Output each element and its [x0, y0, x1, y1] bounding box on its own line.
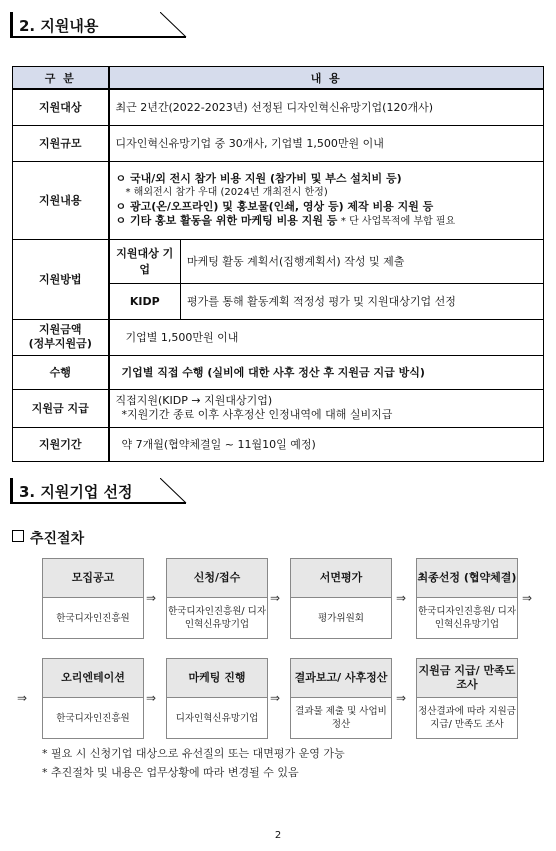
- content-line-2: * 해외전시 참가 우대 (2024년 개최전시 한정): [125, 186, 328, 198]
- step-title: 오리엔테이션: [43, 659, 143, 698]
- method-sub-company: 지원대상 기업: [109, 239, 181, 283]
- amount-label-1: 지원금액: [38, 323, 82, 336]
- square-bullet-icon: [12, 530, 24, 542]
- table-row: [13, 125, 544, 161]
- method-value-company: 마케팅 활동 계획서(집행계획서) 작성 및 제출: [181, 239, 544, 283]
- row-value-target: 최근 2년간(2022-2023년) 선정된 디자인혁신유망기업(120개사): [109, 89, 544, 125]
- arrow-icon: ⇒: [522, 591, 533, 605]
- arrow-icon: ⇒: [17, 691, 28, 705]
- process-note-1: * 필요 시 신청기업 대상으로 유선질의 또는 대면평가 운영 가능: [42, 747, 345, 760]
- table-header-row: [13, 67, 544, 90]
- row-label-amount: [13, 319, 109, 355]
- table-row: [13, 161, 544, 239]
- row-value-scale: 디자인혁신유망기업 중 30개사, 기업별 1,500만원 이내: [109, 125, 544, 161]
- step-title: 최종선정 (협약체결): [417, 559, 517, 598]
- method-value-kidp: 평가를 통해 활동계획 적정성 평가 및 지원대상기업 선정: [181, 283, 544, 319]
- step-desc: 한국디자인진흥원/ 디자인혁신유망기업: [168, 606, 266, 630]
- row-label-scale: 지원규모: [13, 125, 109, 161]
- process-step-2: [166, 558, 268, 639]
- step-desc: 한국디자인진흥원: [56, 712, 130, 724]
- process-step-8: [416, 658, 518, 739]
- content-note: * 단 사업목적에 부합 필요: [340, 215, 456, 227]
- process-step-7: [290, 658, 392, 739]
- row-label-payment: 지원금 지급: [13, 389, 109, 427]
- heading-slash-decoration: [160, 12, 190, 38]
- payment-line-1: 직접지원(KIDP → 지원대상기업): [115, 394, 273, 407]
- row-value-content: [109, 161, 544, 239]
- table-row: [13, 239, 544, 283]
- row-label-period: 지원기간: [13, 427, 109, 461]
- content-line-4: ㅇ 기타 홍보 활동을 위한 마케팅 비용 지원 등: [115, 213, 338, 227]
- table-row: [13, 427, 544, 461]
- row-value-execution: 기업별 직접 수행 (실비에 대한 사후 정산 후 지원금 지급 방식): [109, 355, 544, 389]
- step-title: 서면평가: [291, 559, 391, 598]
- step-title: 지원금 지급/ 만족도조사: [417, 659, 517, 698]
- process-step-6: [166, 658, 268, 739]
- payment-line-2: *지원기간 종료 이후 사후정산 인정내역에 대해 실비지급: [121, 408, 393, 421]
- step-title: 마케팅 진행: [167, 659, 267, 698]
- section-3-title: 3. 지원기업 선정: [19, 483, 133, 501]
- step-desc: 한국디자인진흥원: [56, 612, 130, 624]
- table-row: [13, 319, 544, 355]
- row-label-target: 지원대상: [13, 89, 109, 125]
- method-sub-kidp: KIDP: [109, 283, 181, 319]
- table-row: [13, 89, 544, 125]
- arrow-icon: ⇒: [270, 591, 281, 605]
- amount-label-2: (정부지원금): [28, 337, 92, 350]
- row-label-execution: 수행: [13, 355, 109, 389]
- process-step-3: [290, 558, 392, 639]
- heading-slash-decoration: [160, 478, 190, 504]
- arrow-icon: ⇒: [396, 591, 407, 605]
- arrow-icon: ⇒: [396, 691, 407, 705]
- process-step-1: [42, 558, 144, 639]
- table-row: [13, 355, 544, 389]
- page-number: 2: [274, 830, 282, 841]
- step-desc: 결과물 제출 및 사업비 정산: [295, 706, 387, 730]
- content-line-3: ㅇ 광고(온/오프라인) 및 홍보물(인쇄, 영상 등) 제작 비용 지원 등: [115, 199, 434, 213]
- header-content: 내 용: [109, 67, 544, 90]
- content-line-1: ㅇ 국내/외 전시 참가 비용 지원 (참가비 및 부스 설치비 등): [115, 171, 402, 185]
- process-step-5: [42, 658, 144, 739]
- step-title: 모집공고: [43, 559, 143, 598]
- process-note-2: * 추진절차 및 내용은 업무상황에 따라 변경될 수 있음: [42, 766, 299, 779]
- step-desc: 평가위원회: [318, 612, 364, 624]
- step-desc: 한국디자인진흥원/ 디자인혁신유망기업: [418, 606, 516, 630]
- header-category: 구 분: [13, 67, 109, 90]
- row-value-amount: 기업별 1,500만원 이내: [109, 319, 544, 355]
- row-value-payment: [109, 389, 544, 427]
- arrow-icon: ⇒: [146, 591, 157, 605]
- step-desc: 정산결과에 따라 지원금 지급/ 만족도 조사: [418, 706, 516, 730]
- section-2-title: 2. 지원내용: [19, 17, 99, 35]
- support-content-table: [12, 66, 544, 462]
- process-title: 추진절차: [30, 531, 85, 547]
- process-heading: [12, 528, 84, 548]
- arrow-icon: ⇒: [146, 691, 157, 705]
- step-title: 신청/접수: [167, 559, 267, 598]
- row-label-content: 지원내용: [13, 161, 109, 239]
- row-value-period: 약 7개월(협약체결일 ~ 11월10일 예정): [109, 427, 544, 461]
- section-2-heading: [10, 12, 215, 38]
- row-label-method: 지원방법: [13, 239, 109, 319]
- process-step-4: [416, 558, 518, 639]
- section-3-heading: [10, 478, 215, 504]
- table-row: [13, 389, 544, 427]
- step-title: 결과보고/ 사후정산: [291, 659, 391, 698]
- step-desc: 디자인혁신유망기업: [175, 712, 259, 724]
- arrow-icon: ⇒: [270, 691, 281, 705]
